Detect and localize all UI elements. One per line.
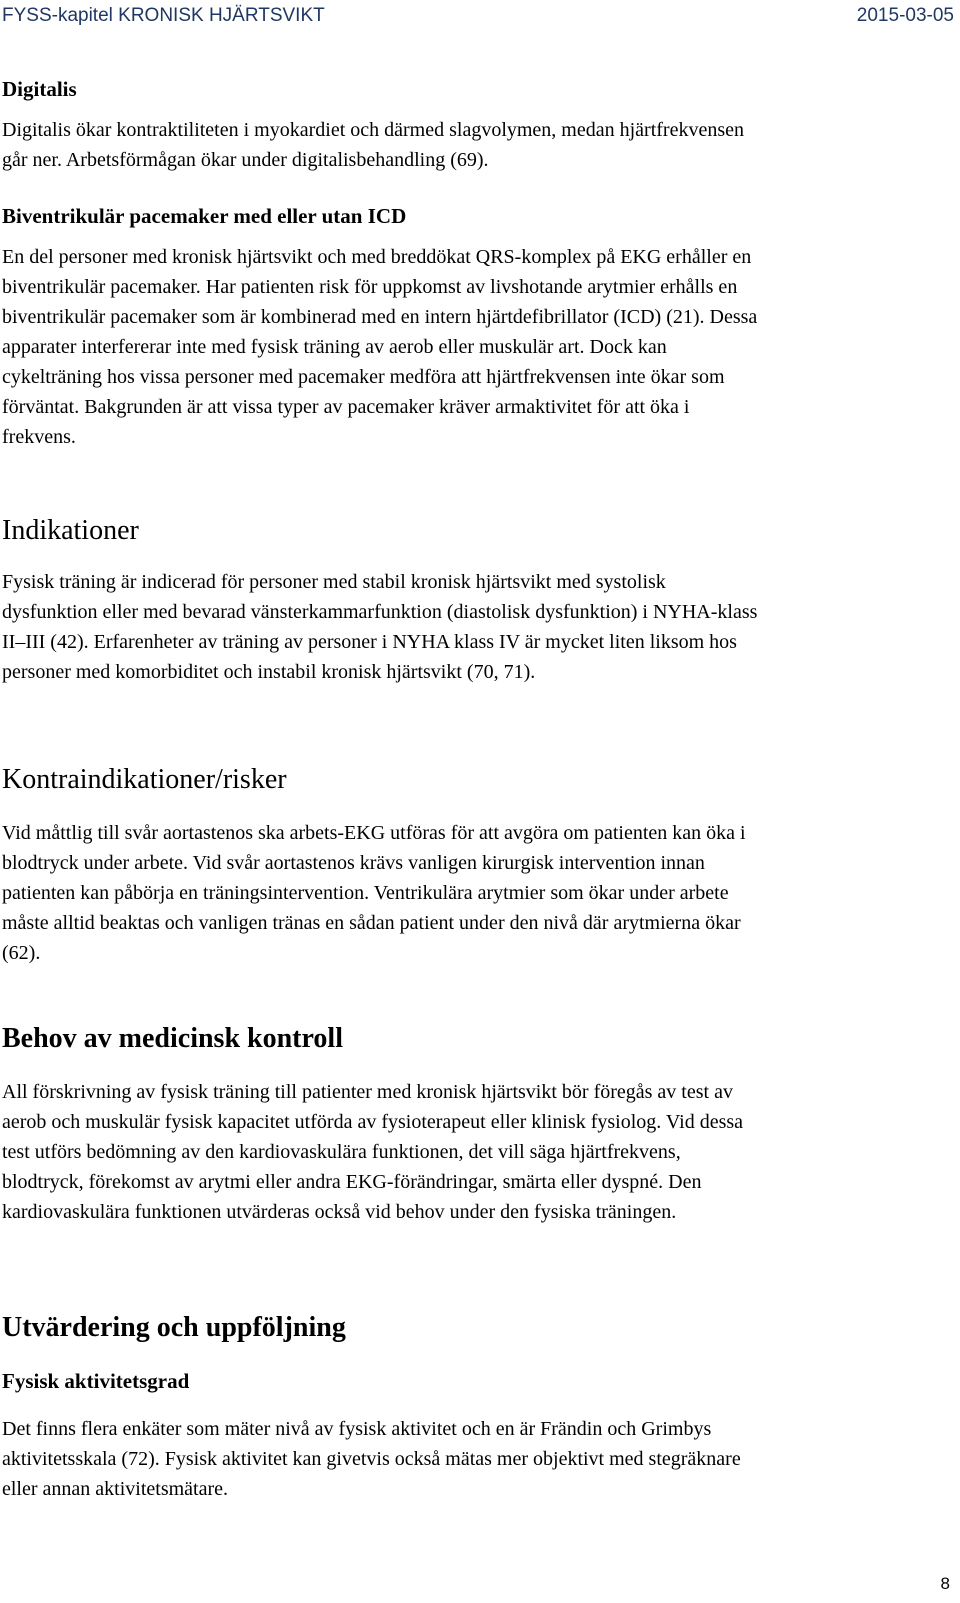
text-line: dysfunktion eller med bevarad vänsterkammarfunktion (diastolisk dysfunktion) i NYHA-klass xyxy=(2,601,758,623)
text-line: blodtryck, förekomst av arytmi eller andra EKG-förändringar, smärta eller dyspné. Den xyxy=(2,1171,702,1193)
section-heading-indikationer: Indikationer xyxy=(2,515,139,546)
text-line: eller annan aktivitetsmätare. xyxy=(2,1478,229,1500)
text-line: biventrikulär pacemaker. Har patienten risk för uppkomst av livshotande arytmier erhålls en xyxy=(2,276,738,298)
text-line: (62). xyxy=(2,942,41,964)
text-line: aktivitetsskala (72). Fysisk aktivitet kan givetvis också mätas mer objektivt med stegräknare xyxy=(2,1448,741,1470)
text-line: II–III (42). Erfarenheter av träning av personer i NYHA klass IV är mycket liten liksom hos xyxy=(2,631,737,653)
text-line: apparater interfererar inte med fysisk träning av aerob eller muskulär art. Dock kan xyxy=(2,336,667,358)
paragraph-fysisk-aktivitetsgrad xyxy=(2,1414,954,1504)
text-line: frekvens. xyxy=(2,426,76,448)
text-line: cykelträning hos vissa personer med pacemaker medföra att hjärtfrekvensen inte ökar som xyxy=(2,366,725,388)
text-line: aerob och muskulär fysisk kapacitet utförda av fysioterapeut eller klinisk fysiolog. Vid dessa xyxy=(2,1111,744,1133)
text-line: test utförs bedömning av den kardiovaskulära funktionen, det vill säga hjärtfrekvens, xyxy=(2,1141,681,1163)
paragraph-pacemaker xyxy=(2,242,954,452)
text-line: Det finns flera enkäter som mäter nivå av fysisk aktivitet och en är Frändin och Grimbys xyxy=(2,1418,712,1440)
paragraph-indikationer xyxy=(2,567,954,687)
text-line: kardiovaskulära funktionen utvärderas också vid behov under den fysiska träningen. xyxy=(2,1201,677,1223)
paragraph-kontraindikationer xyxy=(2,818,954,968)
text-line: måste alltid beaktas och vanligen tränas en sådan patient under den nivå där arytmierna ökar xyxy=(2,912,741,934)
text-line: går ner. Arbetsförmågan ökar under digitalisbehandling (69). xyxy=(2,149,489,171)
section-heading-behov: Behov av medicinsk kontroll xyxy=(2,1023,343,1054)
text-line: All förskrivning av fysisk träning till patienter med kronisk hjärtsvikt bör föregås av test av xyxy=(2,1081,733,1103)
text-line: En del personer med kronisk hjärtsvikt och med breddökat QRS-komplex på EKG erhåller en xyxy=(2,246,752,268)
text-line: blodtryck under arbete. Vid svår aortastenos krävs vanligen kirurgisk intervention innan xyxy=(2,852,705,874)
text-line: Fysisk träning är indicerad för personer med stabil kronisk hjärtsvikt med systolisk xyxy=(2,571,666,593)
text-line: Vid måttlig till svår aortastenos ska arbets-EKG utföras för att avgöra om patienten kan öka i xyxy=(2,822,746,844)
text-line: förväntat. Bakgrunden är att vissa typer av pacemaker kräver armaktivitet för att öka i xyxy=(2,396,690,418)
section-heading-utvardering: Utvärdering och uppföljning xyxy=(2,1312,346,1343)
text-line: biventrikulär pacemaker som är kombinerad med en intern hjärtdefibrillator (ICD) (21). Dessa xyxy=(2,306,758,328)
paragraph-digitalis xyxy=(2,115,954,175)
paragraph-behov xyxy=(2,1077,954,1227)
page-number: 8 xyxy=(940,1574,950,1593)
subheading-fysisk-aktivitetsgrad: Fysisk aktivitetsgrad xyxy=(2,1369,190,1393)
text-line: personer med komorbiditet och instabil kronisk hjärtsvikt (70, 71). xyxy=(2,661,536,683)
section-heading-kontraindikationer: Kontraindikationer/risker xyxy=(2,764,287,795)
section-heading-pacemaker: Biventrikulär pacemaker med eller utan ICD xyxy=(2,204,407,228)
text-line: Digitalis ökar kontraktiliteten i myokardiet och därmed slagvolymen, medan hjärtfrekvensen xyxy=(2,119,745,141)
text-line: patienten kan påbörja en träningsintervention. Ventrikulära arytmier som ökar under arbete xyxy=(2,882,729,904)
document-title: FYSS-kapitel KRONISK HJÄRTSVIKT xyxy=(2,5,325,26)
running-header xyxy=(0,2,960,32)
section-heading-digitalis: Digitalis xyxy=(2,77,77,101)
document-date: 2015-03-05 xyxy=(856,5,954,26)
